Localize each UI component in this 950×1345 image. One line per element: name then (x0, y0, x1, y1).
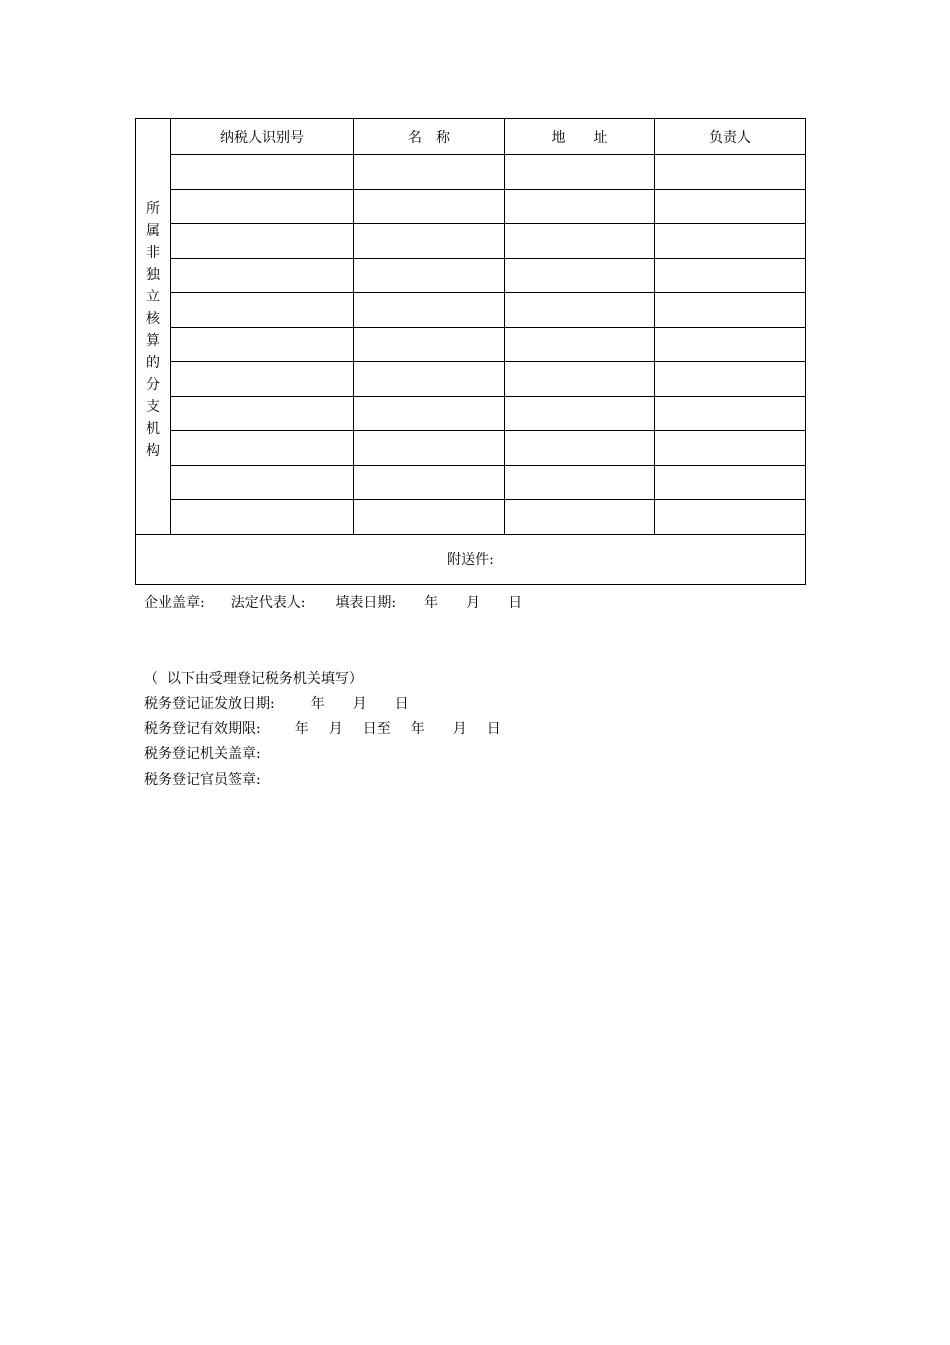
vertical-label-char: 分 (146, 377, 160, 394)
branch-vertical-label (136, 190, 170, 462)
responsible-person-cell[interactable] (655, 500, 806, 535)
fill-date-day: 日 (508, 595, 523, 611)
responsible-person-cell[interactable] (655, 224, 806, 259)
responsible-person-cell[interactable] (655, 258, 806, 293)
address-cell[interactable] (505, 362, 655, 397)
name-cell[interactable] (354, 155, 505, 190)
name-cell[interactable] (354, 293, 505, 328)
header-taxpayer-id: 纳税人识别号 (171, 119, 354, 155)
branch-data-row (136, 189, 806, 224)
validity-label: 税务登记有效期限: (144, 721, 261, 737)
address-cell[interactable] (505, 431, 655, 466)
branch-registration-table (135, 118, 806, 585)
name-cell[interactable] (354, 465, 505, 500)
fill-date-year: 年 (424, 595, 439, 611)
header-responsible-person: 负责人 (655, 119, 806, 155)
taxpayer-id-cell[interactable] (171, 258, 354, 293)
issue-date-year: 年 (310, 696, 325, 712)
vertical-label-char: 非 (146, 245, 160, 262)
vertical-label-char: 支 (146, 399, 160, 416)
issue-date-day: 日 (394, 696, 409, 712)
address-cell[interactable] (505, 258, 655, 293)
address-cell[interactable] (505, 396, 655, 431)
branch-data-row (136, 431, 806, 466)
responsible-person-cell[interactable] (655, 155, 806, 190)
taxpayer-id-cell[interactable] (171, 155, 354, 190)
authority-note: （ 以下由受理登记税务机关填写） (144, 671, 363, 687)
address-cell[interactable] (505, 224, 655, 259)
validity-line (144, 718, 501, 738)
address-cell[interactable] (505, 155, 655, 190)
responsible-person-cell[interactable] (655, 362, 806, 397)
attachment-label: 附送件: (447, 552, 494, 568)
address-cell[interactable] (505, 500, 655, 535)
validity-year-start: 年 (294, 721, 309, 737)
address-cell[interactable] (505, 327, 655, 362)
legal-representative-label: 法定代表人: (230, 595, 306, 611)
vertical-label-char: 独 (146, 267, 160, 284)
header-name: 名 称 (354, 119, 505, 155)
name-cell[interactable] (354, 431, 505, 466)
branch-data-row (136, 396, 806, 431)
validity-year-end: 年 (410, 721, 425, 737)
taxpayer-id-cell[interactable] (171, 431, 354, 466)
vertical-label-char: 算 (146, 333, 160, 350)
responsible-person-cell[interactable] (655, 465, 806, 500)
name-cell[interactable] (354, 224, 505, 259)
responsible-person-cell[interactable] (655, 189, 806, 224)
responsible-person-cell[interactable] (655, 396, 806, 431)
table-header-row (136, 119, 806, 155)
taxpayer-id-cell[interactable] (171, 189, 354, 224)
name-cell[interactable] (354, 362, 505, 397)
validity-month-start: 月 (328, 721, 343, 737)
signature-line (144, 592, 522, 612)
vertical-label-char: 的 (146, 355, 160, 372)
branch-data-row (136, 293, 806, 328)
enterprise-seal-label: 企业盖章: (144, 595, 205, 611)
responsible-person-cell[interactable] (655, 327, 806, 362)
vertical-label-char: 机 (146, 421, 160, 438)
issue-date-label: 税务登记证发放日期: (144, 696, 275, 712)
address-cell[interactable] (505, 465, 655, 500)
branch-data-row (136, 258, 806, 293)
vertical-label-char: 属 (146, 223, 160, 240)
validity-day-to: 日至 (362, 721, 391, 737)
vertical-label-char: 构 (146, 443, 160, 460)
officer-sign-label: 税务登记官员签章: (144, 772, 261, 788)
vertical-label-char: 所 (146, 201, 160, 218)
address-cell[interactable] (505, 189, 655, 224)
validity-day-end: 日 (486, 721, 501, 737)
responsible-person-cell[interactable] (655, 293, 806, 328)
fill-date-month: 月 (466, 595, 481, 611)
taxpayer-id-cell[interactable] (171, 362, 354, 397)
attachment-cell[interactable] (136, 534, 806, 584)
taxpayer-id-cell[interactable] (171, 465, 354, 500)
branch-data-row (136, 362, 806, 397)
branch-data-row (136, 500, 806, 535)
taxpayer-id-cell[interactable] (171, 327, 354, 362)
responsible-person-cell[interactable] (655, 431, 806, 466)
branch-data-row (136, 327, 806, 362)
name-cell[interactable] (354, 327, 505, 362)
taxpayer-id-cell[interactable] (171, 396, 354, 431)
vertical-label-char: 立 (146, 289, 160, 306)
issue-date-month: 月 (352, 696, 367, 712)
name-cell[interactable] (354, 396, 505, 431)
address-cell[interactable] (505, 293, 655, 328)
validity-month-end: 月 (452, 721, 467, 737)
attachment-row (136, 534, 806, 584)
header-address: 地 址 (505, 119, 655, 155)
name-cell[interactable] (354, 500, 505, 535)
fill-date-label: 填表日期: (335, 595, 397, 611)
branch-data-row (136, 155, 806, 190)
taxpayer-id-cell[interactable] (171, 293, 354, 328)
issue-date-line (144, 693, 409, 713)
name-cell[interactable] (354, 189, 505, 224)
branch-data-row (136, 224, 806, 259)
taxpayer-id-cell[interactable] (171, 500, 354, 535)
authority-seal-label: 税务登记机关盖章: (144, 746, 261, 762)
name-cell[interactable] (354, 258, 505, 293)
vertical-label-char: 核 (146, 311, 160, 328)
taxpayer-id-cell[interactable] (171, 224, 354, 259)
branch-data-row (136, 465, 806, 500)
branch-vertical-label-cell (136, 119, 171, 535)
